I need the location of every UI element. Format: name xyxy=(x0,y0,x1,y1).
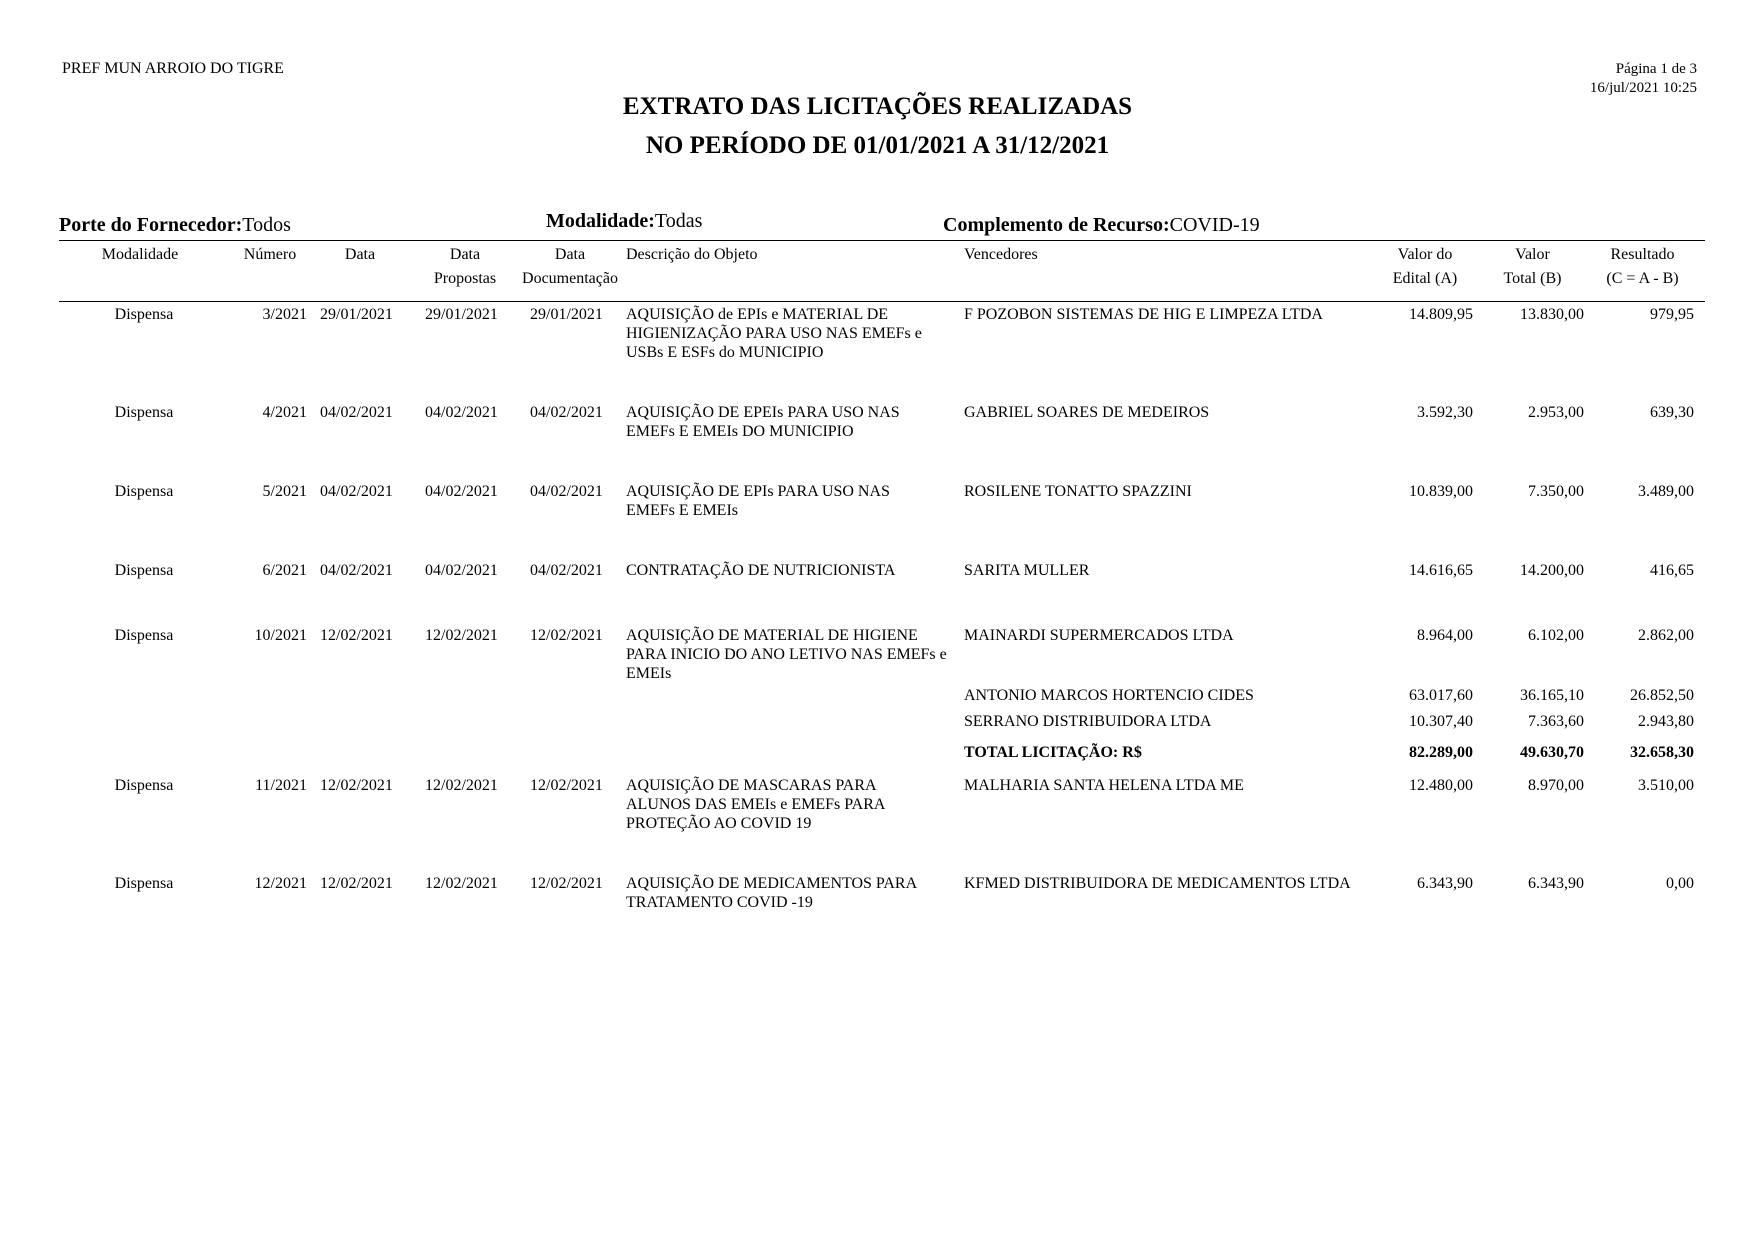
filter-porte-label: Porte do Fornecedor: xyxy=(59,214,243,236)
total-valor-total: 49.630,70 xyxy=(1520,744,1584,761)
cell-data-propostas: 12/02/2021 xyxy=(425,627,498,644)
cell-descricao: AQUISIÇÃO DE MASCARAS PARA ALUNOS DAS EMEIs e EMEFs PARA PROTEÇÃO AO COVID 19 xyxy=(626,777,885,832)
cell-data-doc: 12/02/2021 xyxy=(530,777,603,794)
col-modalidade: Modalidade xyxy=(101,246,179,263)
col-numero: Número xyxy=(243,246,297,263)
cell-modalidade: Dispensa xyxy=(114,483,174,500)
cell-descricao: AQUISIÇÃO DE EPIs PARA USO NAS EMEFs E EMEIs xyxy=(626,483,890,519)
filter-modalidade-label: Modalidade: xyxy=(546,210,655,232)
cell-data-doc: 04/02/2021 xyxy=(530,483,603,500)
cell-valor-total: 13.830,00 xyxy=(1520,306,1584,323)
cell-valor-total: 6.102,00 xyxy=(1528,627,1584,644)
cell-vencedor: ROSILENE TONATTO SPAZZINI xyxy=(964,483,1192,500)
cell-descricao: AQUISIÇÃO de EPIs e MATERIAL DE HIGIENIZAÇÃO PARA USO NAS EMEFs e USBs E ESFs do MUNICIPIO xyxy=(626,306,922,361)
filter-complemento-label: Complemento de Recurso: xyxy=(943,214,1170,236)
cell-vencedor: MAINARDI SUPERMERCADOS LTDA xyxy=(964,627,1234,644)
filter-porte xyxy=(59,214,291,237)
col-data-propostas-line1: Data xyxy=(449,246,481,263)
cell-resultado: 3.489,00 xyxy=(1638,483,1694,500)
cell-data: 04/02/2021 xyxy=(320,562,393,579)
cell-modalidade: Dispensa xyxy=(114,306,174,323)
page-number: Página 1 de 3 xyxy=(1615,61,1697,77)
cell-descricao: CONTRATAÇÃO DE NUTRICIONISTA xyxy=(626,562,896,579)
cell-data-propostas: 12/02/2021 xyxy=(425,875,498,892)
cell-valor-edital: 12.480,00 xyxy=(1409,777,1473,794)
cell-data-propostas: 04/02/2021 xyxy=(425,404,498,421)
cell-vencedor: GABRIEL SOARES DE MEDEIROS xyxy=(964,404,1210,421)
cell-data-propostas: 04/02/2021 xyxy=(425,483,498,500)
cell-resultado: 3.510,00 xyxy=(1638,777,1694,794)
cell-numero: 4/2021 xyxy=(262,404,307,421)
col-resultado-line2: (C = A - B) xyxy=(1606,270,1679,287)
cell-data: 12/02/2021 xyxy=(320,777,393,794)
cell-valor-edital: 14.809,95 xyxy=(1409,306,1473,323)
cell-valor-total: 2.953,00 xyxy=(1528,404,1584,421)
report-title: EXTRATO DAS LICITAÇÕES REALIZADAS xyxy=(622,93,1133,120)
filter-porte-value: Todos xyxy=(242,214,291,236)
cell-valor-total: 6.343,90 xyxy=(1528,875,1584,892)
cell-resultado: 2.943,80 xyxy=(1638,713,1694,730)
col-data-propostas-line2: Propostas xyxy=(433,270,497,287)
cell-valor-edital: 63.017,60 xyxy=(1409,687,1473,704)
total-resultado: 32.658,30 xyxy=(1630,744,1694,761)
col-resultado-line1: Resultado xyxy=(1610,246,1675,263)
cell-resultado: 639,30 xyxy=(1650,404,1694,421)
cell-data-doc: 04/02/2021 xyxy=(530,562,603,579)
cell-modalidade: Dispensa xyxy=(114,404,174,421)
cell-data-propostas: 04/02/2021 xyxy=(425,562,498,579)
cell-valor-edital: 3.592,30 xyxy=(1417,404,1473,421)
header-top-rule xyxy=(59,240,1705,241)
cell-vencedor: ANTONIO MARCOS HORTENCIO CIDES xyxy=(964,687,1254,704)
cell-modalidade: Dispensa xyxy=(114,562,174,579)
cell-numero: 6/2021 xyxy=(262,562,307,579)
col-data-doc-line1: Data xyxy=(554,246,586,263)
cell-data-doc: 04/02/2021 xyxy=(530,404,603,421)
cell-data: 12/02/2021 xyxy=(320,627,393,644)
cell-valor-total: 14.200,00 xyxy=(1520,562,1584,579)
cell-numero: 12/2021 xyxy=(254,875,307,892)
col-valor-edital-line1: Valor do xyxy=(1397,246,1453,263)
cell-valor-total: 7.350,00 xyxy=(1528,483,1584,500)
cell-data: 29/01/2021 xyxy=(320,306,393,323)
cell-vencedor: SERRANO DISTRIBUIDORA LTDA xyxy=(964,713,1212,730)
cell-valor-edital: 10.839,00 xyxy=(1409,483,1473,500)
cell-numero: 3/2021 xyxy=(262,306,307,323)
cell-modalidade: Dispensa xyxy=(114,875,174,892)
report-period: NO PERÍODO DE 01/01/2021 A 31/12/2021 xyxy=(645,132,1110,159)
cell-vencedor: F POZOBON SISTEMAS DE HIG E LIMPEZA LTDA xyxy=(964,306,1323,323)
cell-data-propostas: 12/02/2021 xyxy=(425,777,498,794)
cell-modalidade: Dispensa xyxy=(114,777,174,794)
cell-resultado: 26.852,50 xyxy=(1630,687,1694,704)
cell-data: 04/02/2021 xyxy=(320,483,393,500)
col-descricao: Descrição do Objeto xyxy=(626,246,758,263)
cell-numero: 5/2021 xyxy=(262,483,307,500)
cell-vencedor: MALHARIA SANTA HELENA LTDA ME xyxy=(964,777,1244,794)
col-vencedores: Vencedores xyxy=(964,246,1038,263)
cell-resultado: 2.862,00 xyxy=(1638,627,1694,644)
cell-data: 12/02/2021 xyxy=(320,875,393,892)
col-valor-edital xyxy=(1380,243,1470,291)
report-datetime: 16/jul/2021 10:25 xyxy=(1589,80,1697,96)
col-data-doc-line2: Documentação xyxy=(522,270,618,287)
total-label: TOTAL LICITAÇÃO: R$ xyxy=(964,744,1142,761)
cell-vencedor: KFMED DISTRIBUIDORA DE MEDICAMENTOS LTDA xyxy=(964,875,1351,892)
filter-modalidade-value: Todas xyxy=(654,210,703,232)
col-valor-total-line1: Valor xyxy=(1515,246,1550,263)
cell-numero: 10/2021 xyxy=(254,627,307,644)
col-data-documentacao xyxy=(515,243,625,291)
filter-complemento-value: COVID-19 xyxy=(1169,214,1260,236)
col-data-propostas xyxy=(420,243,510,291)
cell-modalidade: Dispensa xyxy=(114,627,174,644)
organization-name: PREF MUN ARROIO DO TIGRE xyxy=(62,60,284,77)
filter-modalidade xyxy=(546,210,702,233)
filter-complemento xyxy=(943,214,1260,237)
cell-valor-edital: 8.964,00 xyxy=(1417,627,1473,644)
cell-descricao: AQUISIÇÃO DE MEDICAMENTOS PARA TRATAMENTO COVID -19 xyxy=(626,875,917,911)
cell-data-doc: 12/02/2021 xyxy=(530,627,603,644)
cell-data: 04/02/2021 xyxy=(320,404,393,421)
cell-resultado: 0,00 xyxy=(1666,875,1694,892)
cell-vencedor: SARITA MULLER xyxy=(964,562,1090,579)
cell-valor-edital: 10.307,40 xyxy=(1409,713,1473,730)
cell-resultado: 979,95 xyxy=(1650,306,1694,323)
cell-valor-edital: 14.616,65 xyxy=(1409,562,1473,579)
cell-valor-total: 36.165,10 xyxy=(1520,687,1584,704)
total-valor-edital: 82.289,00 xyxy=(1409,744,1473,761)
cell-data-propostas: 29/01/2021 xyxy=(425,306,498,323)
cell-descricao: AQUISIÇÃO DE EPEIs PARA USO NAS EMEFs E EMEIs DO MUNICIPIO xyxy=(626,404,900,440)
cell-valor-total: 8.970,00 xyxy=(1528,777,1584,794)
col-resultado xyxy=(1595,243,1690,291)
col-valor-total-line2: Total (B) xyxy=(1503,270,1562,287)
col-valor-total xyxy=(1490,243,1575,291)
cell-valor-total: 7.363,60 xyxy=(1528,713,1584,730)
cell-numero: 11/2021 xyxy=(255,777,307,794)
col-data: Data xyxy=(344,246,376,263)
cell-data-doc: 12/02/2021 xyxy=(530,875,603,892)
cell-valor-edital: 6.343,90 xyxy=(1417,875,1473,892)
cell-descricao: AQUISIÇÃO DE MATERIAL DE HIGIENE PARA INICIO DO ANO LETIVO NAS EMEFs e EMEIs xyxy=(626,627,947,682)
header-bottom-rule xyxy=(59,301,1705,302)
cell-data-doc: 29/01/2021 xyxy=(530,306,603,323)
col-valor-edital-line2: Edital (A) xyxy=(1392,270,1458,287)
cell-resultado: 416,65 xyxy=(1650,562,1694,579)
